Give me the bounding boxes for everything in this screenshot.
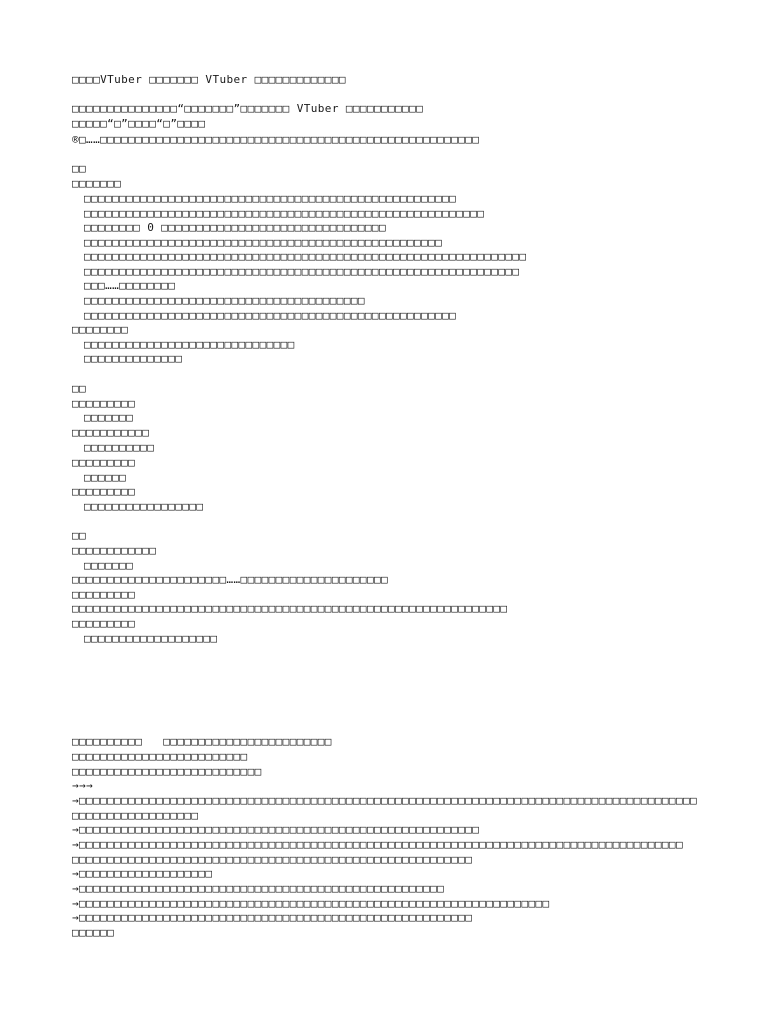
intro-line: □□□□□□□□□□□□□□□“□□□□□□□”□□□□□□□ VTuber □□□□□□□□□□□ [72,102,424,115]
list-item: □□□□□□□□□□□□□□□□□□□□□□□□□□□□□□ [84,338,295,351]
list-item: □□□□□□□□□□□□□□□□□□□□□□□□□□□□□□□□□□□□□□□□□□□□□□□□□□□□□ [84,309,457,322]
intro-line: ®□……□□□□□□□□□□□□□□□□□□□□□□□□□□□□□□□□□□□□□□□□□□□□□□□□□□□□□□ [72,133,480,146]
arrow-marker: →→→ [72,779,94,792]
entry-value: □□□□□□□□□□□□□□□□□ [84,500,204,513]
list-item: □□□□□□□□□□□□□□□□□□□□□□□□□□□□□□□□□□□□□□□□□□□□□□□□□□□□□ [84,192,457,205]
footer-line: →□□□□□□□□□□□□□□□□□□□□□□□□□□□□□□□□□□□□□□□□□□□□□□□□□□□□□□□□□ [72,823,480,836]
footer-line: →□□□□□□□□□□□□□□□□□□□ [72,867,213,880]
section-line: □□□□□□□□□□□□□□□□□□□□□□□□□□□□□□□□□□□□□□□□□□□□□□□□□□□□□□□□□□□□□□ [72,602,508,615]
footer-line: □□□□□□□□□□ □□□□□□□□□□□□□□□□□□□□□□□□ [72,735,332,748]
entry-label: □□□□□□□□□ [72,397,136,410]
footer-line: □□□□□□□□□□□□□□□□□□□□□□□□□ [72,750,248,763]
entry-value: □□□□□□□□□□ [84,441,155,454]
list-item: □□□□□□□□□□□□□□ [84,352,183,365]
entry-label: □□□□□□□□□□□ [72,426,150,439]
section-line: □□□□□□□□□□□□□□□□□□□ [84,632,218,645]
section-heading: □□ [72,382,87,395]
section-heading: □□ [72,529,87,542]
footer-line: □□□□□□□□□□□□□□□□□□ [72,809,199,822]
footer-line: →□□□□□□□□□□□□□□□□□□□□□□□□□□□□□□□□□□□□□□□□□□□□□□□□□□□□□□□□□□□□□□□□□□□□□□□□□□□□□□□□□□□□□□□□ [72,794,698,807]
footer-line: □□□□□□ [72,926,115,939]
list-item: □□□……□□□□□□□□ [84,279,176,292]
list-item: □□□□□□□□□□□□□□□□□□□□□□□□□□□□□□□□□□□□□□□□□□□□□□□□□□□□□□□□□ [84,207,485,220]
section-line: □□□□□□□□□□□□□□□□□□□□□□……□□□□□□□□□□□□□□□□□□□□□ [72,573,389,586]
footer-line: →□□□□□□□□□□□□□□□□□□□□□□□□□□□□□□□□□□□□□□□□□□□□□□□□□□□□□□□□□□□□□□□□□□□□□□□□□□□□□□□□□□□□□□ [72,838,683,851]
document-title: □□□□VTuber □□□□□□□ VTuber □□□□□□□□□□□□□ [72,73,346,86]
subsection-heading: □□□□□□□□ [72,323,129,336]
footer-line: □□□□□□□□□□□□□□□□□□□□□□□□□□□ [72,765,262,778]
section-line: □□□□□□□□□ [72,617,136,630]
entry-value: □□□□□□ [84,471,127,484]
footer-line: →□□□□□□□□□□□□□□□□□□□□□□□□□□□□□□□□□□□□□□□□□□□□□□□□□□□□ [72,882,445,895]
entry-label: □□□□□□□□□ [72,456,136,469]
entry-label: □□□□□□□□□ [72,485,136,498]
entry-value: □□□□□□□ [84,411,134,424]
subsection-heading: □□□□□□□ [72,177,122,190]
section-line: □□□□□□□ [84,559,134,572]
footer-line: →□□□□□□□□□□□□□□□□□□□□□□□□□□□□□□□□□□□□□□□□□□□□□□□□□□□□□□□□□□□□□□□□□□□ [72,897,550,910]
list-item: □□□□□□□□□□□□□□□□□□□□□□□□□□□□□□□□□□□□□□□□□□□□□□□□□□□□□□□□□□□□□□□ [84,250,527,263]
list-item: □□□□□□□□□□□□□□□□□□□□□□□□□□□□□□□□□□□□□□□□□□□□□□□□□□□ [84,236,443,249]
section-heading: □□ [72,162,87,175]
intro-line: □□□□□“□”□□□□“□”□□□□ [72,117,206,130]
footer-line: →□□□□□□□□□□□□□□□□□□□□□□□□□□□□□□□□□□□□□□□□□□□□□□□□□□□□□□□□ [72,911,473,924]
list-item: □□□□□□□□□□□□□□□□□□□□□□□□□□□□□□□□□□□□□□□□□□□□□□□□□□□□□□□□□□□□□□ [84,265,520,278]
list-item: □□□□□□□□□□□□□□□□□□□□□□□□□□□□□□□□□□□□□□□□ [84,294,365,307]
footer-line: □□□□□□□□□□□□□□□□□□□□□□□□□□□□□□□□□□□□□□□□□□□□□□□□□□□□□□□□□ [72,853,473,866]
section-line: □□□□□□□□□ [72,588,136,601]
section-line: □□□□□□□□□□□□ [72,544,157,557]
list-item: □□□□□□□□ 0 □□□□□□□□□□□□□□□□□□□□□□□□□□□□□□□□ [84,221,386,234]
